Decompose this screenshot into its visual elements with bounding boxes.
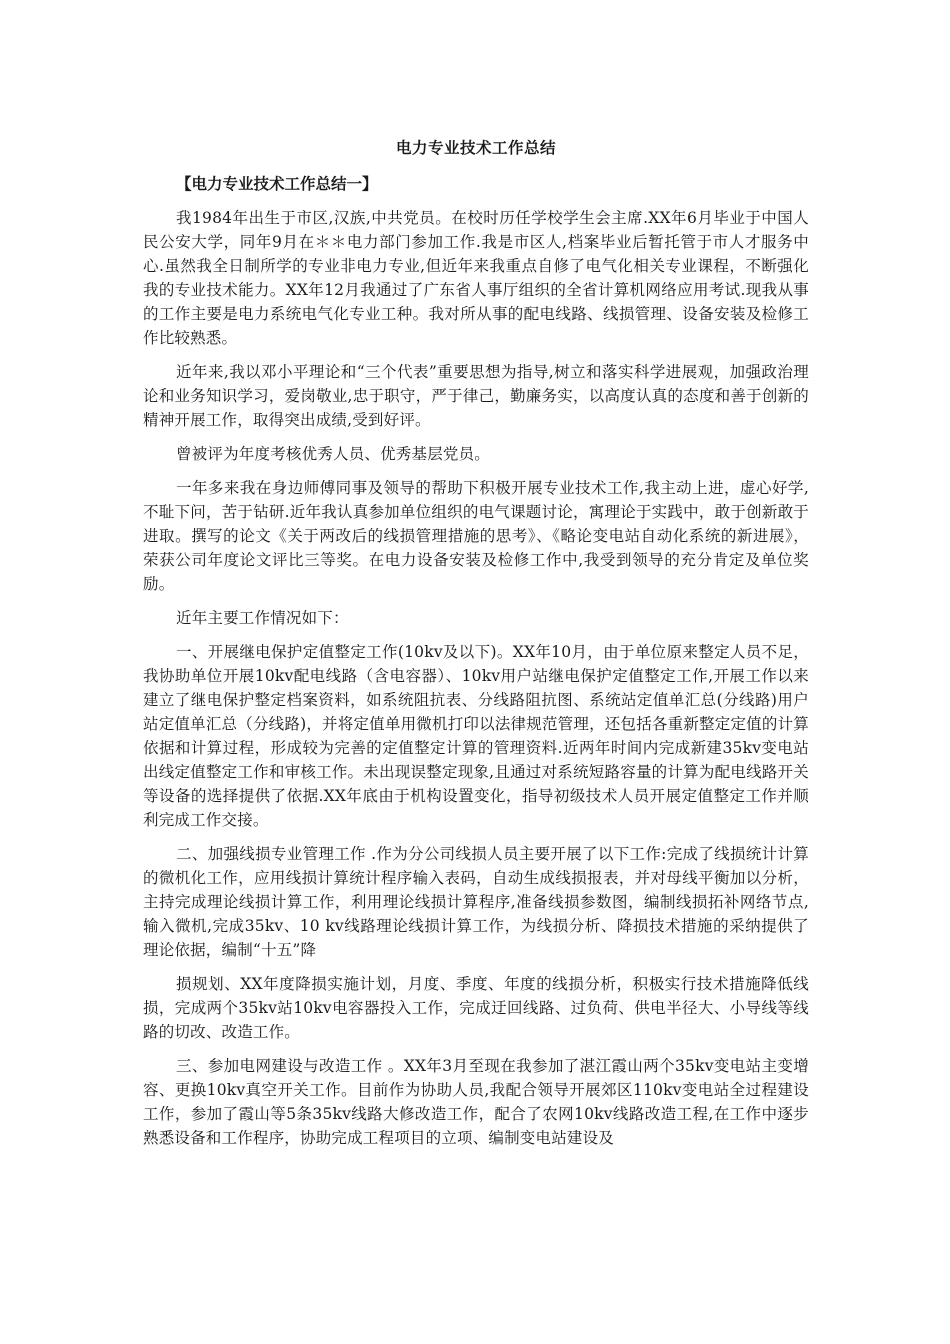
paragraph-technical-work: 一年多来我在身边师傅同事及领导的帮助下积极开展专业技术工作,我主动上进，虚心好学,不耻下问，苦于钻研.近年我认真参加单位组织的电气课题讨论，寓理论于实践中，敢于创新敢于进取。撰写的论文《关于两改后的线损管理措施的思考》、《略论变电站自动化系统的新进展》，荣获公司年度论文评比三等奖。在电力设备安装及检修工作中,我受到领导的充分肯定及单位奖励。 [143, 479, 809, 593]
document-title: 电力专业技术工作总结 [395, 139, 556, 157]
paragraph-honors: 曾被评为年度考核优秀人员、优秀基层党员。 [176, 445, 491, 463]
paragraph-political: 近年来,我以邓小平理论和“三个代表”重要思想为指导,树立和落实科学进展观，加强政治理论和业务知识学习，爱岗敬业,忠于职守，严于律己，勤廉务实，以高度认真的态度和善于创新的精神开展工作，取得突出成绩,受到好评。 [143, 363, 809, 429]
paragraph-line-loss-continued: 损规划、XX年度降损实施计划，月度、季度、年度的线损分析，积极实行技术措施降低线损，完成两个35kv站10kv电容器投入工作，完成迂回线路、过负荷、供电半径大、小导线等线路的切改、改造工作。 [143, 975, 809, 1041]
paragraph-line-loss: 二、加强线损专业管理工作 .作为分公司线损人员主要开展了以下工作:完成了线损统计计算的微机化工作，应用线损计算统计程序输入表码，自动生成线损报表，并对母线平衡加以分析，主持完成理论线损计算工作，利用理论线损计算程序,准备线损参数图，编制线损拓补网络节点,输入微机,完成35kv、10 kv线路理论线损计算工作，为线损分析、降损技术措施的采纳提供了理论依据，编制“十五”降 [143, 845, 809, 959]
section-heading: 【电力专业技术工作总结一】 [176, 175, 378, 193]
document-page [143, 128, 809, 1160]
paragraph-work-overview: 近年主要工作情况如下： [176, 609, 349, 627]
paragraph-relay-protection: 一、开展继电保护定值整定工作(10kv及以下)。XX年10月，由于单位原来整定人员不足，我协助单位开展10kv配电线路（含电容器）、10kv用户站继电保护定值整定工作,开展工作以来建立了继电保护整定档案资料，如系统阻抗表、分线路阻抗图、系统站定值单汇总(分线路)用户站定值单汇总（分线路)，并将定值单用微机打印以法律规范管理，还包括各重新整定定值的计算依据和计算过程，形成较为完善的定值整定计算的管理资料.近两年时间内完成新建35kv变电站出线定值整定工作和审核工作。未出现误整定现象,且通过对系统短路容量的计算为配电线路开关等设备的选择提供了依据.XX年底由于机构设置变化，指导初级技术人员开展定值整定工作并顺利完成工作交接。 [143, 643, 809, 829]
paragraph-grid-construction: 三、参加电网建设与改造工作 。XX年3月至现在我参加了湛江霞山两个35kv变电站主变增容、更换10kv真空开关工作。目前作为协助人员,我配合领导开展郊区110kv变电站全过程建设工作，参加了霞山等5条35kv线路大修改造工作，配合了农网10kv线路改造工程,在工作中逐步熟悉设备和工作程序，协助完成工程项目的立项、编制变电站建设及 [143, 1057, 809, 1147]
paragraph-intro: 我1984年出生于市区,汉族,中共党员。在校时历任学校学生会主席.XX年6月毕业于中国人民公安大学，同年9月在＊＊电力部门参加工作.我是市区人,档案毕业后暂托管于市人才服务中心.虽然我全日制所学的专业非电力专业,但近年来我重点自修了电气化相关专业课程，不断强化我的专业技术能力。XX年12月我通过了广东省人事厅组织的全省计算机网络应用考试.现我从事的工作主要是电力系统电气化专业工种。我对所从事的配电线路、线损管理、设备安装及检修工作比较熟悉。 [143, 209, 809, 347]
